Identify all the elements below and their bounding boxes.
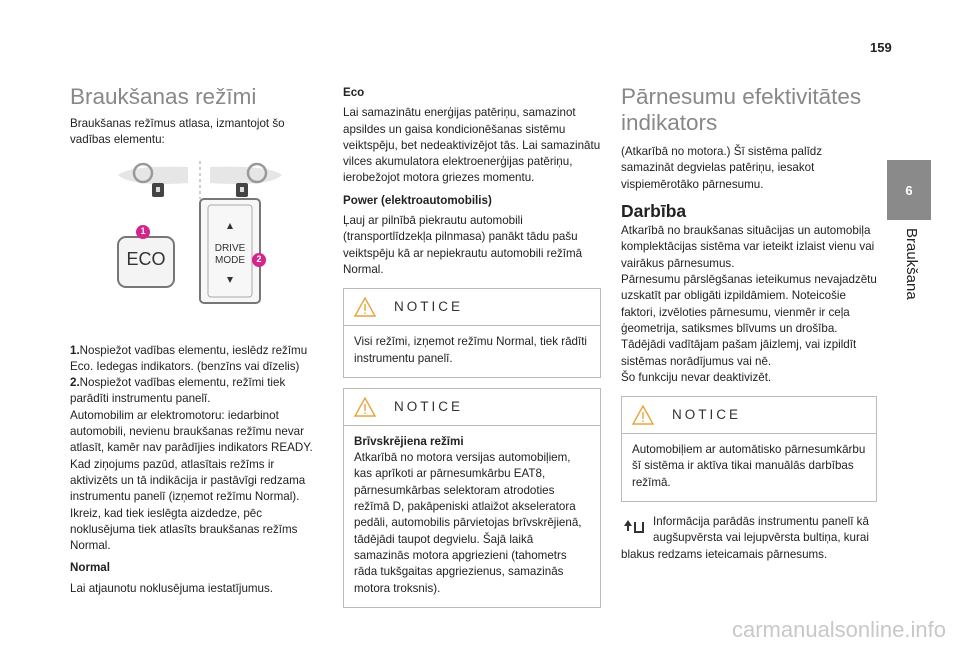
column-2 — [343, 85, 601, 608]
notice-header — [622, 405, 876, 434]
normal-text: Lai atjaunotu noklusējuma iestatījumus. — [70, 581, 274, 595]
steering-wheel-icon — [118, 164, 188, 197]
control-illustration — [70, 153, 322, 331]
eco-button-label: ECO — [126, 248, 166, 269]
eco-text: Lai samazinātu enerģijas patēriņu, samazinot apsildes un gaisa kondicionēšanas sistēmu veiktspēju, bet nedeaktivizējot tās. Lai samazinātu vilces akumulatora elektroenerģijas patēriņu, ierobežojot motora griezes momentu. — [343, 106, 601, 185]
section-title-driving-modes: Braukšanas režīmi — [70, 84, 257, 109]
intro-text: Braukšanas režīmus atlasa, izmantojot šo vadības elementu: — [70, 117, 285, 147]
operation-text-3: Šo funkciju nevar deaktivizēt. — [621, 370, 772, 384]
notice-text: Visi režīmi, izņemot režīmu Normal, tiek rādīti instrumentu panelī. — [354, 335, 588, 365]
page-number: 159 — [870, 40, 892, 55]
default-note: Ikreiz, kad tiek ieslēgta aizdedze, pēc noklusējuma tiek atlasīts braukšanas režīms Normal. — [70, 506, 298, 553]
coasting-heading: Brīvskrējiena režīmi — [354, 434, 464, 448]
step-1: 1.Nospiežot vadības elementu, ieslēdz režīmu Eco. Iedegas indikators. (benzīns vai dīzelis) — [70, 343, 308, 373]
notice-title: NOTICE — [672, 407, 742, 422]
notice-text: Automobiļiem ar automātisko pārnesumkārbu šī sistēma ir aktīva tikai manuālās darbības režīmā. — [632, 443, 866, 489]
column-3 — [621, 84, 877, 563]
notice-title: NOTICE — [394, 398, 464, 414]
drive-mode-label-1: DRIVE — [214, 242, 246, 254]
step-2: 2.Nospiežot vadības elementu, režīmi tiek parādīti instrumentu panelī. — [70, 376, 286, 406]
figure-drive-mode-control — [70, 153, 322, 331]
operation-heading: Darbība — [621, 200, 687, 221]
notice-box — [343, 388, 601, 608]
notice-box — [343, 288, 601, 378]
notice-header — [344, 397, 600, 426]
warning-triangle-icon — [632, 405, 654, 425]
operation-text-1: Atkarībā no braukšanas situācijas un automobiļa komplektācijas sistēma var ieteikt izlaist vienu vai vairākus pārnesumus. — [621, 224, 875, 270]
notice-title: NOTICE — [394, 299, 464, 315]
operation-text-2: Pārnesumu pārslēgšanas ieteikumus nevajadzētu uzskatīt par obligāti izpildāmiem. Noteicošie faktori, izvēloties pārnesumu, vienmēr ir ceļa ģeometrija, satiksmes blīvums un drošība. Tādējādi vadītājam pašam jāizlemj, vai izpildīt sistēmas norādījumus vai nē. — [621, 273, 877, 368]
normal-heading: Normal — [70, 561, 110, 575]
coasting-text: Atkarībā no motora versijas automobiļiem, kas aprīkoti ar pārnesumkārbu EAT8, pārnesumkārbas selektoram atrodoties režīmā D, pakāpeniski atlaižot akseleratora pedāli, automobilis pārvietojas brīvskrējienā, tādējādi taupot degvielu. Šajā laikā samazinās motora apgriezieni (tahometrs rāda tukšgaitas apgriezienus, samazinās motora troksnis). — [354, 451, 582, 595]
power-text: Ļauj ar pilnībā piekrautu automobili (transportlīdzekļa pilnmasa) panākt tādu pašu veiktspēju kā ar nepiekrautu automobili režīmā Normal. — [343, 214, 583, 276]
gear-info — [621, 514, 877, 563]
gear-info-text: Informācija parādās instrumentu panelī kā augšupvērsta vai lejupvērsta bultiņa, kurai blakus redzams ieteicamais pārnesums. — [621, 515, 869, 561]
notice-box — [621, 396, 877, 502]
chapter-title: Braukšana — [903, 228, 920, 300]
callout-badge-2: 2 — [252, 253, 266, 267]
warning-triangle-icon — [354, 297, 376, 317]
gear-indicator-intro: (Atkarībā no motora.) Šī sistēma palīdz samazināt degvielas patēriņu, iesakot vispiemērotāko pārnesumu. — [621, 145, 823, 191]
section-title-gear-indicator: Pārnesumu efektivitātes indikators — [621, 84, 862, 135]
column-1 — [70, 84, 322, 597]
warning-triangle-icon — [354, 397, 376, 417]
eco-heading: Eco — [343, 86, 365, 99]
electric-note: Automobilim ar elektromotoru: iedarbinot automobili, nevienu braukšanas režīmu nevar atlasīt, kamēr nav parādījies indikators READY. — [70, 408, 313, 455]
power-heading: Power (elektroautomobilis) — [343, 193, 492, 207]
watermark: carmanualsonline.info — [731, 617, 946, 642]
info-note: Kad ziņojums pazūd, atlasītais režīms ir aktivizēts un tā indikācija ir pastāvīgi redzama instrumentu panelī (izņemot režīmu Normal). — [70, 457, 306, 504]
steering-wheel-icon — [210, 164, 282, 197]
drive-mode-label-2: MODE — [215, 254, 245, 266]
chapter-tab[interactable]: 6 — [887, 160, 931, 220]
gear-shift-arrow-icon — [621, 516, 647, 538]
notice-header — [344, 297, 600, 326]
callout-badge-1: 1 — [136, 225, 150, 239]
